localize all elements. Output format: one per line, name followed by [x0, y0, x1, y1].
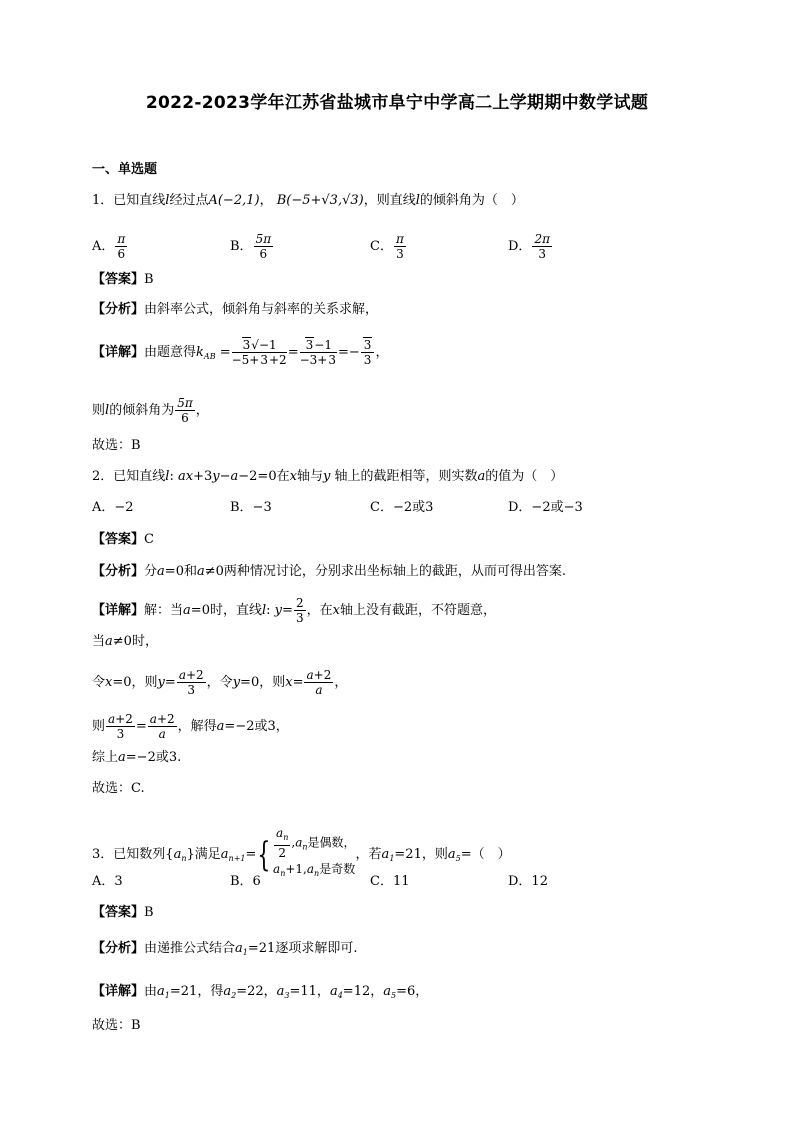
q2-option-d[interactable]: D．−2或−3 [508, 500, 583, 515]
q1-option-c[interactable]: C． $\frac{\pi}{3}$ [370, 232, 404, 261]
q2-option-c[interactable]: C．−2或3 [370, 500, 434, 515]
question-3-stem: 3．已知数列$\{a_n\}$满足$a_{n+1}=${ $\frac{a_n}{2}$ $,a_n$是偶数， $a_n+1,a_n$是奇数 ，若$a_1=21$，则$a_5=$（ ） [92, 826, 511, 878]
q3-answer: 【答案】B [92, 905, 154, 920]
q1-option-a[interactable]: A． $\frac{\pi}{6}$ [92, 232, 126, 261]
q3-detail: 【详解】由$a_1=21$，得$a_2=22$，$a_3=11$，$a_4=12$，$a_5=6$， [92, 984, 429, 1000]
q2-case2: 当a≠0时， [92, 634, 158, 649]
q2-analysis: 【分析】分a=0和a≠0两种情况讨论，分别求出坐标轴上的截距，从而可得出答案. [92, 564, 567, 579]
q2-detail: 【详解】解：当a=0时，直线l: y= $\frac{2}{3}$ ，在x轴上没有截距，不符题意， [92, 596, 496, 625]
q1-option-b[interactable]: B． $\frac{5\pi}{6}$ [230, 232, 272, 261]
question-2-stem: 2．已知直线l: ax+3y−a−2=0在x轴与y 轴上的截距相等，则实数a的值为（ ） [92, 469, 564, 484]
q2-answer: 【答案】C [92, 532, 154, 547]
q1-detail: 【详解】由题意得$k_{AB}$ = $\frac{3√-1}{-5+3+2}$ = $\frac{3-1}{-3+3}$ =− $\frac{3}{3}$ ， [92, 338, 389, 367]
q2-option-b[interactable]: B．−3 [230, 500, 272, 515]
q1-answer: 【答案】B [92, 272, 154, 287]
q3-option-b[interactable]: B．6 [230, 874, 261, 889]
q1-option-d[interactable]: D． $\frac{2\pi}{3}$ [508, 232, 550, 261]
section-heading: 一、单选题 [92, 162, 158, 177]
q3-analysis: 【分析】由递推公式结合$a_1=21$逐项求解即可. [92, 941, 358, 957]
q3-option-c[interactable]: C．11 [370, 874, 410, 889]
q1-detail-line2: 则l的倾斜角为 $\frac{5\pi}{6}$ ， [92, 396, 209, 425]
q2-let: 令x=0，则y= $\frac{a+2}{3}$ ，令y=0，则x= $\frac{a+2}{a}$ ， [92, 668, 348, 697]
question-1-stem: 1．已知直线l经过点A(−2,1)， B(−5+√3,√3)，则直线l的倾斜角为（ ） [92, 193, 524, 208]
q2-then: 则 $\frac{a+2}{3}$ = $\frac{a+2}{a}$ ，解得a=−2或3， [92, 712, 289, 741]
q2-option-a[interactable]: A．−2 [92, 500, 134, 515]
q3-option-d[interactable]: D．12 [508, 874, 548, 889]
q2-summary: 综上a=−2或3. [92, 750, 182, 765]
q1-conclusion: 故选：B [92, 438, 141, 453]
q3-conclusion: 故选：B [92, 1018, 141, 1033]
q2-conclusion: 故选：C. [92, 781, 145, 796]
q1-analysis: 【分析】由斜率公式，倾斜角与斜率的关系求解， [92, 302, 379, 317]
q3-option-a[interactable]: A．3 [92, 874, 123, 889]
page-title: 2022-2023学年江苏省盐城市阜宁中学高二上学期期中数学试题 [145, 93, 649, 113]
